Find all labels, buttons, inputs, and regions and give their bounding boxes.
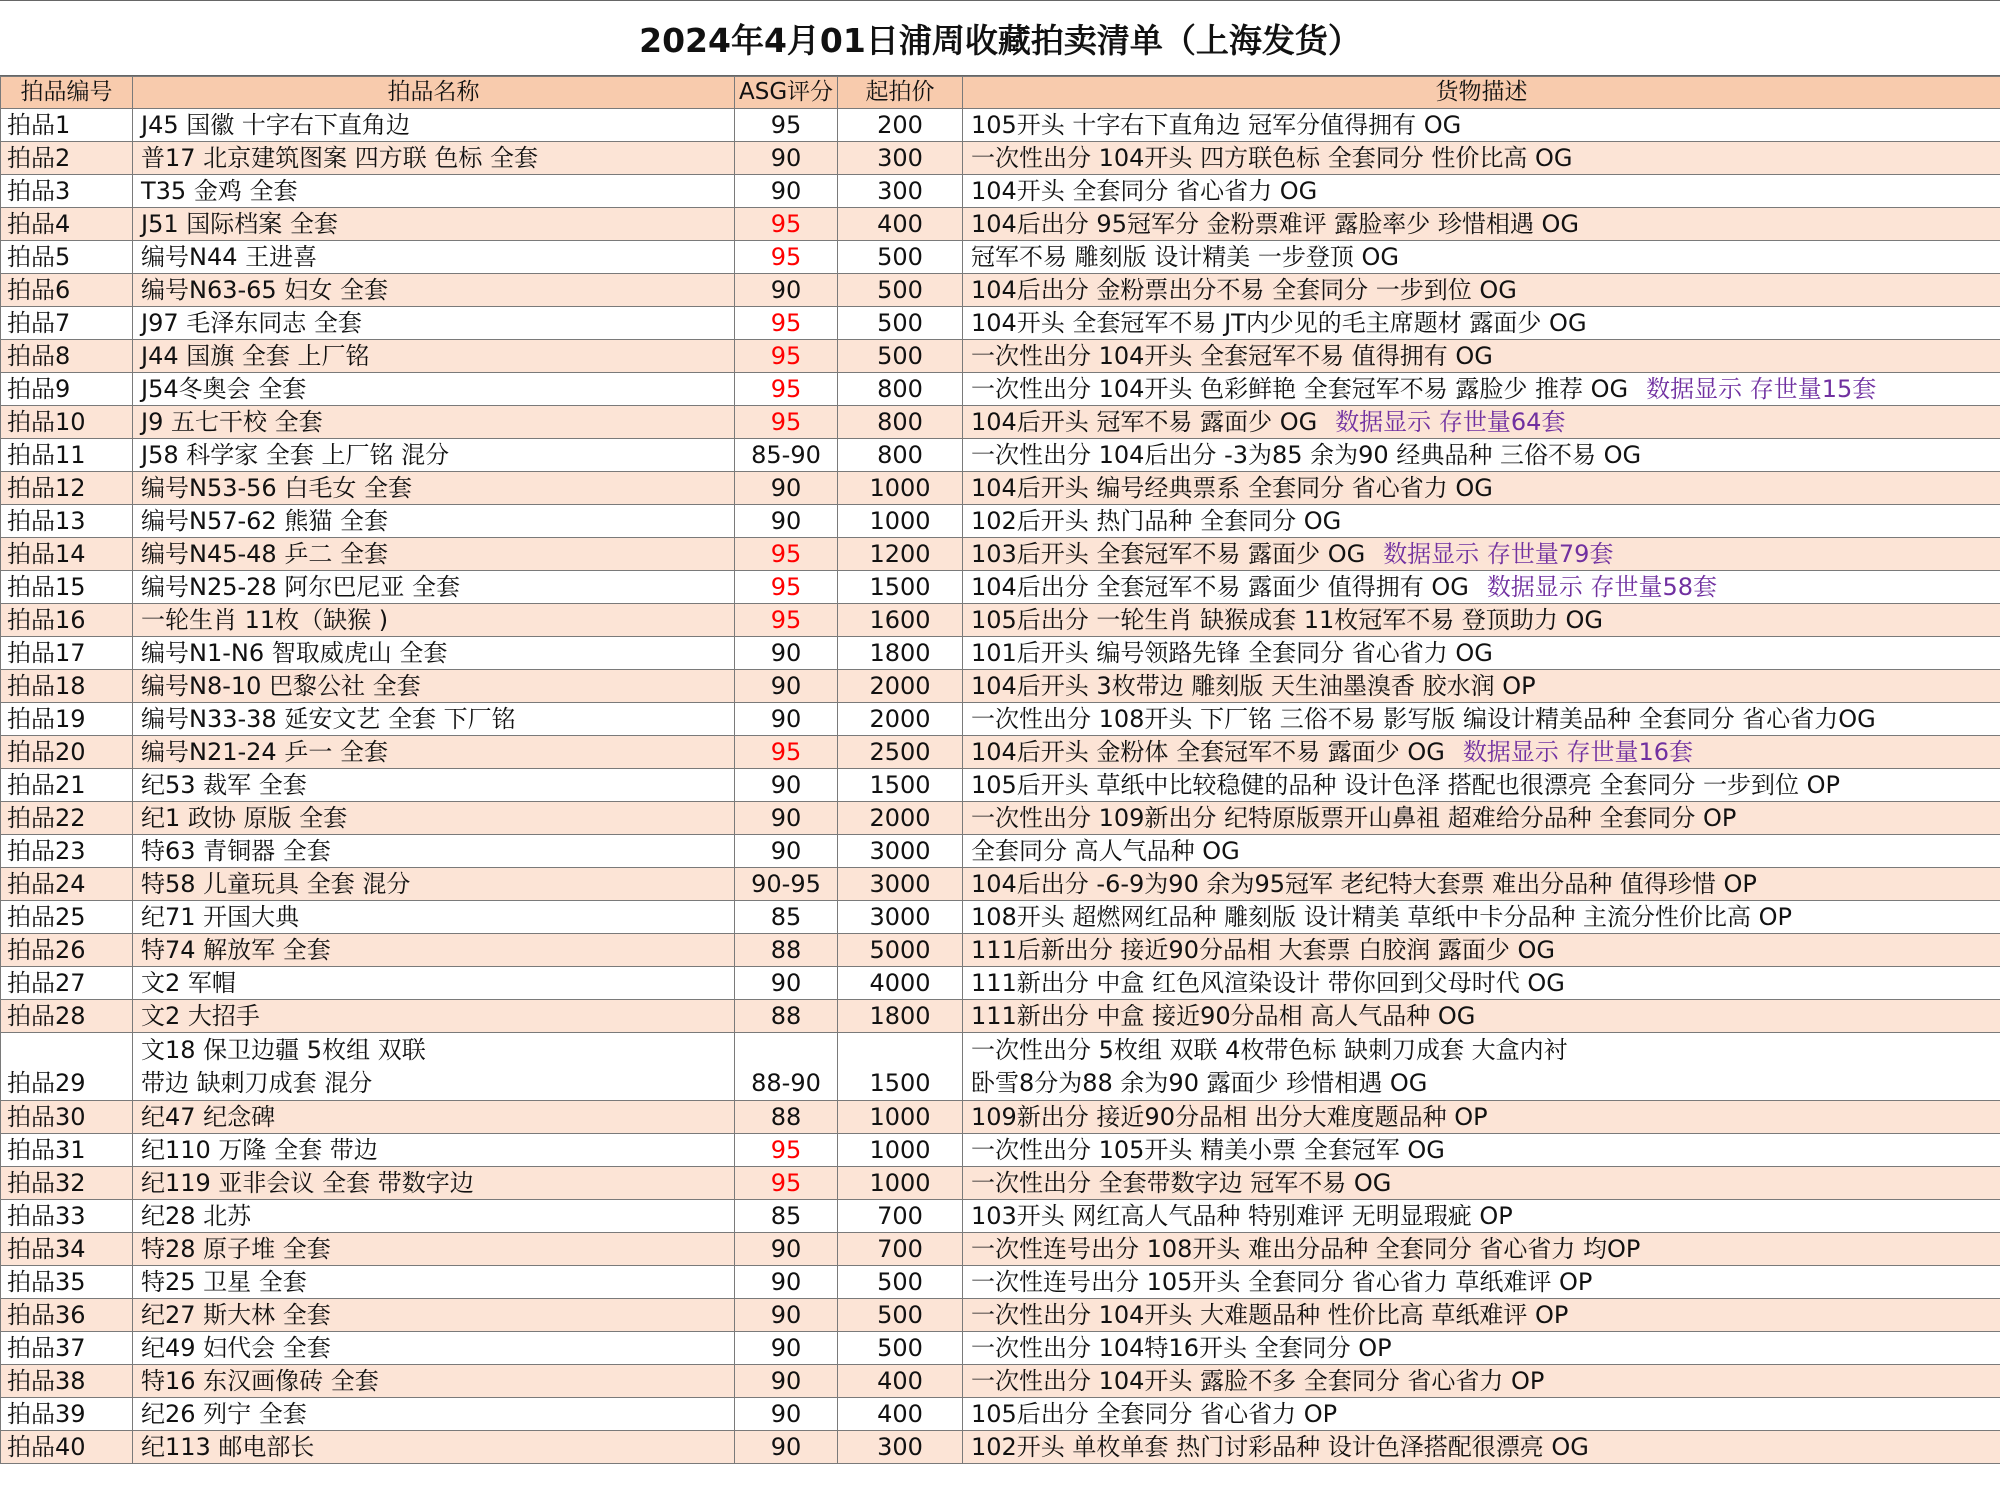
- description-text: 一次性出分 105开头 精美小票 全套冠军 OG: [971, 1135, 1445, 1164]
- lot-number-cell: 拍品2: [1, 142, 133, 175]
- table-row: [1, 1332, 2000, 1365]
- lot-number-cell: 拍品13: [1, 505, 133, 538]
- lot-name-cell: 编号N21-24 乒一 全套: [133, 736, 735, 769]
- lot-name-cell: 纪28 北苏: [133, 1200, 735, 1233]
- start-price-cell: 2000: [838, 703, 963, 736]
- description-cell: [963, 604, 2000, 637]
- asg-score-cell: 90: [735, 142, 838, 175]
- description-cell: [963, 637, 2000, 670]
- start-price-cell: 1600: [838, 604, 963, 637]
- description-cell: [963, 1233, 2000, 1266]
- description-text: 一次性出分 全套带数字边 冠军不易 OG: [971, 1168, 1392, 1197]
- description-text: 111新出分 中盒 红色风渲染设计 带你回到父母时代 OG: [971, 968, 1565, 997]
- asg-score-cell: 85: [735, 901, 838, 934]
- description-text: 104后开头 金粉体 全套冠军不易 露面少 OG: [971, 737, 1445, 766]
- description-cell: [963, 406, 2000, 439]
- table-row: [1, 736, 2000, 769]
- table-row: [1, 637, 2000, 670]
- description-text: 103后开头 全套冠军不易 露面少 OG: [971, 539, 1366, 568]
- lot-name-cell: 编号N45-48 乒二 全套: [133, 538, 735, 571]
- lot-name-cell: 编号N1-N6 智取威虎山 全套: [133, 637, 735, 670]
- description-cell: [963, 1365, 2000, 1398]
- header-lot-name: 拍品名称: [133, 77, 735, 109]
- lot-number-cell: 拍品21: [1, 769, 133, 802]
- lot-name-cell: 文2 军帽: [133, 967, 735, 1000]
- description-text: 109新出分 接近90分品相 出分大难度题品种 OP: [971, 1102, 1488, 1131]
- stock-note: 数据显示 存世量15套: [1646, 374, 1877, 403]
- table-row: [1, 1167, 2000, 1200]
- lot-number-cell: 拍品34: [1, 1233, 133, 1266]
- asg-score-cell: 88-90: [735, 1033, 838, 1101]
- lot-number-cell: 拍品17: [1, 637, 133, 670]
- description-cell: [963, 571, 2000, 604]
- asg-score-cell: 95: [735, 340, 838, 373]
- asg-score-cell: 95: [735, 736, 838, 769]
- start-price-cell: 1000: [838, 505, 963, 538]
- start-price-cell: 800: [838, 439, 963, 472]
- auction-table: [0, 76, 2000, 1464]
- description-cell: [963, 703, 2000, 736]
- lot-name-cell: 纪26 列宁 全套: [133, 1398, 735, 1431]
- lot-number-cell: 拍品35: [1, 1266, 133, 1299]
- description-line: 一次性出分 5枚组 双联 4枚带色标 缺刺刀成套 大盒内衬: [971, 1035, 1568, 1064]
- lot-number-cell: 拍品36: [1, 1299, 133, 1332]
- description-cell: [963, 505, 2000, 538]
- lot-number-cell: 拍品33: [1, 1200, 133, 1233]
- lot-name-cell: 编号N33-38 延安文艺 全套 下厂铭: [133, 703, 735, 736]
- lot-number-cell: 拍品26: [1, 934, 133, 967]
- asg-score-cell: 95: [735, 604, 838, 637]
- table-row: [1, 1101, 2000, 1134]
- asg-score-cell: 95: [735, 1134, 838, 1167]
- start-price-cell: 800: [838, 373, 963, 406]
- description-text: 104后出分 95冠军分 金粉票难评 露脸率少 珍惜相遇 OG: [971, 209, 1579, 238]
- start-price-cell: 500: [838, 274, 963, 307]
- table-row: [1, 901, 2000, 934]
- description-text: 一次性出分 109新出分 纪特原版票开山鼻祖 超难给分品种 全套同分 OP: [971, 803, 1737, 832]
- header-description: 货物描述: [963, 77, 2000, 109]
- lot-name-cell: 特63 青铜器 全套: [133, 835, 735, 868]
- description-text: 全套同分 高人气品种 OG: [971, 836, 1240, 865]
- description-text: 104开头 全套同分 省心省力 OG: [971, 176, 1318, 205]
- table-row: [1, 274, 2000, 307]
- asg-score-cell: 95: [735, 1167, 838, 1200]
- table-row: [1, 1431, 2000, 1464]
- lot-name-cell: J45 国徽 十字右下直角边: [133, 109, 735, 142]
- lot-number-cell: 拍品20: [1, 736, 133, 769]
- table-row: [1, 868, 2000, 901]
- lot-number-cell: 拍品3: [1, 175, 133, 208]
- lot-name-cell: T35 金鸡 全套: [133, 175, 735, 208]
- table-row: [1, 835, 2000, 868]
- table-row: [1, 1266, 2000, 1299]
- asg-score-cell: 85-90: [735, 439, 838, 472]
- table-row: [1, 340, 2000, 373]
- description-text: 111新出分 中盒 接近90分品相 高人气品种 OG: [971, 1001, 1476, 1030]
- description-cell: [963, 340, 2000, 373]
- start-price-cell: 2000: [838, 670, 963, 703]
- start-price-cell: 3000: [838, 901, 963, 934]
- asg-score-cell: 90: [735, 1365, 838, 1398]
- lot-name-cell: 纪47 纪念碑: [133, 1101, 735, 1134]
- start-price-cell: 1200: [838, 538, 963, 571]
- start-price-cell: 300: [838, 142, 963, 175]
- lot-name-cell: J51 国际档案 全套: [133, 208, 735, 241]
- table-row: [1, 769, 2000, 802]
- lot-number-cell: 拍品18: [1, 670, 133, 703]
- lot-number-cell: 拍品19: [1, 703, 133, 736]
- start-price-cell: 1500: [838, 769, 963, 802]
- lot-number-cell: 拍品8: [1, 340, 133, 373]
- lot-number-cell: 拍品11: [1, 439, 133, 472]
- table-row: [1, 1200, 2000, 1233]
- lot-name-cell: 特25 卫星 全套: [133, 1266, 735, 1299]
- description-cell: [963, 802, 2000, 835]
- start-price-cell: 400: [838, 1398, 963, 1431]
- lot-number-cell: 拍品31: [1, 1134, 133, 1167]
- lot-name-cell: 特74 解放军 全套: [133, 934, 735, 967]
- description-cell: [963, 472, 2000, 505]
- description-text: 冠军不易 雕刻版 设计精美 一步登顶 OG: [971, 242, 1400, 271]
- asg-score-cell: 90: [735, 1299, 838, 1332]
- description-cell: [963, 1200, 2000, 1233]
- description-cell: [963, 835, 2000, 868]
- table-row: [1, 241, 2000, 274]
- lot-name-cell: 纪110 万隆 全套 带边: [133, 1134, 735, 1167]
- asg-score-cell: 88: [735, 934, 838, 967]
- table-row: [1, 439, 2000, 472]
- description-cell: [963, 1101, 2000, 1134]
- lot-number-cell: 拍品22: [1, 802, 133, 835]
- asg-score-cell: 88: [735, 1000, 838, 1033]
- table-row: [1, 406, 2000, 439]
- stock-note: 数据显示 存世量64套: [1335, 407, 1566, 436]
- asg-score-cell: 90: [735, 1332, 838, 1365]
- description-text: 108开头 超燃网红品种 雕刻版 设计精美 草纸中卡分品种 主流分性价比高 OP: [971, 902, 1792, 931]
- description-cell: [963, 1167, 2000, 1200]
- start-price-cell: 500: [838, 241, 963, 274]
- table-row: [1, 1134, 2000, 1167]
- asg-score-cell: 90: [735, 670, 838, 703]
- table-row: [1, 472, 2000, 505]
- table-row: [1, 307, 2000, 340]
- description-text: 一次性连号出分 108开头 难出分品种 全套同分 省心省力 均OP: [971, 1234, 1641, 1263]
- description-text: 一次性连号出分 105开头 全套同分 省心省力 草纸难评 OP: [971, 1267, 1593, 1296]
- description-cell: [963, 241, 2000, 274]
- lot-number-cell: 拍品32: [1, 1167, 133, 1200]
- lot-name-cell: 普17 北京建筑图案 四方联 色标 全套: [133, 142, 735, 175]
- lot-name-cell: 纪27 斯大林 全套: [133, 1299, 735, 1332]
- start-price-cell: 1000: [838, 1134, 963, 1167]
- description-cell: [963, 1033, 2000, 1101]
- lot-number-cell: 拍品27: [1, 967, 133, 1000]
- asg-score-cell: 90: [735, 835, 838, 868]
- description-cell: [963, 967, 2000, 1000]
- lot-name-cell: 文2 大招手: [133, 1000, 735, 1033]
- start-price-cell: 700: [838, 1233, 963, 1266]
- description-text: 105后出分 一轮生肖 缺猴成套 11枚冠军不易 登顶助力 OG: [971, 605, 1603, 634]
- start-price-cell: 700: [838, 1200, 963, 1233]
- table-row: [1, 109, 2000, 142]
- description-cell: [963, 307, 2000, 340]
- start-price-cell: 3000: [838, 868, 963, 901]
- asg-score-cell: 85: [735, 1200, 838, 1233]
- table-row: [1, 1299, 2000, 1332]
- lot-number-cell: 拍品16: [1, 604, 133, 637]
- asg-score-cell: 95: [735, 571, 838, 604]
- description-line: 卧雪8分为88 余为90 露面少 珍惜相遇 OG: [971, 1068, 1428, 1097]
- start-price-cell: 5000: [838, 934, 963, 967]
- lot-name-cell: 纪49 妇代会 全套: [133, 1332, 735, 1365]
- lot-name-cell: 纪119 亚非会议 全套 带数字边: [133, 1167, 735, 1200]
- description-text: 104开头 全套冠军不易 JT内少见的毛主席题材 露面少 OG: [971, 308, 1587, 337]
- description-cell: [963, 1134, 2000, 1167]
- table-row: [1, 802, 2000, 835]
- description-cell: [963, 208, 2000, 241]
- start-price-cell: 500: [838, 307, 963, 340]
- start-price-cell: 800: [838, 406, 963, 439]
- table-row: [1, 670, 2000, 703]
- start-price-cell: 1800: [838, 1000, 963, 1033]
- lot-number-cell: 拍品14: [1, 538, 133, 571]
- table-row: [1, 175, 2000, 208]
- start-price-cell: 2500: [838, 736, 963, 769]
- description-text: 102开头 单枚单套 热门讨彩品种 设计色泽搭配很漂亮 OG: [971, 1432, 1589, 1461]
- start-price-cell: 400: [838, 1365, 963, 1398]
- description-cell: [963, 1266, 2000, 1299]
- description-text: 一次性出分 108开头 下厂铭 三俗不易 影写版 编设计精美品种 全套同分 省心省力OG: [971, 704, 1876, 733]
- lot-name-cell: J9 五七干校 全套: [133, 406, 735, 439]
- start-price-cell: 1800: [838, 637, 963, 670]
- stock-note: 数据显示 存世量79套: [1383, 539, 1614, 568]
- start-price-cell: 500: [838, 1299, 963, 1332]
- description-cell: [963, 1332, 2000, 1365]
- lot-name-cell: 编号N63-65 妇女 全套: [133, 274, 735, 307]
- lot-name-cell: J44 国旗 全套 上厂铭: [133, 340, 735, 373]
- lot-name-cell: 编号N44 王进喜: [133, 241, 735, 274]
- description-cell: [963, 274, 2000, 307]
- lot-name-line: 带边 缺刺刀成套 混分: [141, 1068, 373, 1097]
- lot-name-cell: [133, 1033, 735, 1101]
- lot-number-cell: 拍品23: [1, 835, 133, 868]
- asg-score-cell: 95: [735, 406, 838, 439]
- asg-score-cell: 95: [735, 109, 838, 142]
- header-row: [1, 77, 2000, 109]
- lot-number-cell: 拍品25: [1, 901, 133, 934]
- lot-name-cell: 特58 儿童玩具 全套 混分: [133, 868, 735, 901]
- lot-number-cell: 拍品12: [1, 472, 133, 505]
- lot-name-cell: 纪1 政协 原版 全套: [133, 802, 735, 835]
- description-cell: [963, 736, 2000, 769]
- description-cell: [963, 901, 2000, 934]
- lot-name-cell: 特16 东汉画像砖 全套: [133, 1365, 735, 1398]
- start-price-cell: 1500: [838, 1033, 963, 1101]
- description-cell: [963, 175, 2000, 208]
- table-row: [1, 208, 2000, 241]
- start-price-cell: 2000: [838, 802, 963, 835]
- start-price-cell: 500: [838, 340, 963, 373]
- table-row: [1, 1365, 2000, 1398]
- asg-score-cell: 90: [735, 175, 838, 208]
- lot-number-cell: 拍品37: [1, 1332, 133, 1365]
- table-row: [1, 934, 2000, 967]
- table-row: [1, 1000, 2000, 1033]
- description-cell: [963, 670, 2000, 703]
- start-price-cell: 400: [838, 208, 963, 241]
- description-text: 104后出分 金粉票出分不易 全套同分 一步到位 OG: [971, 275, 1517, 304]
- description-cell: [963, 538, 2000, 571]
- table-row: [1, 1233, 2000, 1266]
- table-row: [1, 571, 2000, 604]
- asg-score-cell: 90: [735, 1233, 838, 1266]
- asg-score-cell: 90: [735, 1398, 838, 1431]
- asg-score-cell: 90-95: [735, 868, 838, 901]
- description-text: 104后开头 编号经典票系 全套同分 省心省力 OG: [971, 473, 1493, 502]
- lot-number-cell: 拍品10: [1, 406, 133, 439]
- lot-number-cell: 拍品1: [1, 109, 133, 142]
- lot-name-cell: 纪53 裁军 全套: [133, 769, 735, 802]
- description-text: 105后出分 全套同分 省心省力 OP: [971, 1399, 1338, 1428]
- description-text: 105后开头 草纸中比较稳健的品种 设计色泽 搭配也很漂亮 全套同分 一步到位 OP: [971, 770, 1840, 799]
- lot-name-cell: J54冬奥会 全套: [133, 373, 735, 406]
- header-start-price: 起拍价: [838, 77, 963, 109]
- description-cell: [963, 439, 2000, 472]
- lot-number-cell: 拍品24: [1, 868, 133, 901]
- start-price-cell: 1000: [838, 1101, 963, 1134]
- table-row: [1, 505, 2000, 538]
- lot-number-cell: 拍品38: [1, 1365, 133, 1398]
- table-row: [1, 967, 2000, 1000]
- description-text: 一次性出分 104开头 全套冠军不易 值得拥有 OG: [971, 341, 1493, 370]
- lot-number-cell: 拍品7: [1, 307, 133, 340]
- table-row: [1, 142, 2000, 175]
- description-cell: [963, 1000, 2000, 1033]
- asg-score-cell: 90: [735, 1266, 838, 1299]
- description-text: 104后出分 -6-9为90 余为95冠军 老纪特大套票 难出分品种 值得珍惜 OP: [971, 869, 1757, 898]
- description-text: 一次性出分 104开头 露脸不多 全套同分 省心省力 OP: [971, 1366, 1545, 1395]
- lot-name-cell: 编号N57-62 熊猫 全套: [133, 505, 735, 538]
- description-text: 102后开头 热门品种 全套同分 OG: [971, 506, 1342, 535]
- lot-name-cell: 编号N25-28 阿尔巴尼亚 全套: [133, 571, 735, 604]
- start-price-cell: 3000: [838, 835, 963, 868]
- lot-name-cell: 纪113 邮电部长: [133, 1431, 735, 1464]
- lot-number-cell: 拍品15: [1, 571, 133, 604]
- asg-score-cell: 90: [735, 505, 838, 538]
- start-price-cell: 300: [838, 1431, 963, 1464]
- asg-score-cell: 90: [735, 472, 838, 505]
- asg-score-cell: 90: [735, 1431, 838, 1464]
- start-price-cell: 500: [838, 1332, 963, 1365]
- description-cell: [963, 142, 2000, 175]
- description-text: 一次性出分 104特16开头 全套同分 OP: [971, 1333, 1392, 1362]
- stock-note: 数据显示 存世量16套: [1462, 737, 1693, 766]
- start-price-cell: 1500: [838, 571, 963, 604]
- table-row: [1, 1398, 2000, 1431]
- asg-score-cell: 90: [735, 802, 838, 835]
- header-asg-score: ASG评分: [735, 77, 838, 109]
- description-cell: [963, 769, 2000, 802]
- lot-number-cell: 拍品4: [1, 208, 133, 241]
- asg-score-cell: 95: [735, 373, 838, 406]
- start-price-cell: 1000: [838, 472, 963, 505]
- description-text: 一次性出分 104开头 四方联色标 全套同分 性价比高 OG: [971, 143, 1573, 172]
- description-text: 103开头 网红高人气品种 特别难评 无明显瑕疵 OP: [971, 1201, 1513, 1230]
- description-cell: [963, 1299, 2000, 1332]
- asg-score-cell: 95: [735, 208, 838, 241]
- description-text: 104后出分 全套冠军不易 露面少 值得拥有 OG: [971, 572, 1469, 601]
- table-row: [1, 604, 2000, 637]
- description-cell: [963, 934, 2000, 967]
- asg-score-cell: 88: [735, 1101, 838, 1134]
- lot-name-cell: 编号N53-56 白毛女 全套: [133, 472, 735, 505]
- lot-number-cell: 拍品6: [1, 274, 133, 307]
- asg-score-cell: 95: [735, 538, 838, 571]
- table-row: [1, 538, 2000, 571]
- table-row: [1, 1033, 2000, 1101]
- table-row: [1, 703, 2000, 736]
- description-cell: [963, 868, 2000, 901]
- header-lot-number: 拍品编号: [1, 77, 133, 109]
- asg-score-cell: 90: [735, 637, 838, 670]
- lot-number-cell: 拍品39: [1, 1398, 133, 1431]
- description-text: 一次性出分 104开头 色彩鲜艳 全套冠军不易 露脸少 推荐 OG: [971, 374, 1629, 403]
- start-price-cell: 500: [838, 1266, 963, 1299]
- lot-name-cell: J58 科学家 全套 上厂铭 混分: [133, 439, 735, 472]
- start-price-cell: 4000: [838, 967, 963, 1000]
- lot-name-line: 文18 保卫边疆 5枚组 双联: [141, 1035, 426, 1064]
- asg-score-cell: 90: [735, 967, 838, 1000]
- stock-note: 数据显示 存世量58套: [1486, 572, 1717, 601]
- asg-score-cell: 95: [735, 307, 838, 340]
- lot-name-cell: 纪71 开国大典: [133, 901, 735, 934]
- description-text: 一次性出分 104开头 大难题品种 性价比高 草纸难评 OP: [971, 1300, 1569, 1329]
- start-price-cell: 200: [838, 109, 963, 142]
- description-text: 104后开头 冠军不易 露面少 OG: [971, 407, 1318, 436]
- asg-score-cell: 95: [735, 241, 838, 274]
- lot-name-cell: J97 毛泽东同志 全套: [133, 307, 735, 340]
- lot-number-cell: 拍品5: [1, 241, 133, 274]
- description-cell: [963, 373, 2000, 406]
- asg-score-cell: 90: [735, 769, 838, 802]
- lot-name-cell: 特28 原子堆 全套: [133, 1233, 735, 1266]
- description-cell: [963, 1431, 2000, 1464]
- page-title: 2024年4月01日浦周收藏拍卖清单（上海发货）: [0, 0, 2000, 76]
- description-text: 一次性出分 104后出分 -3为85 余为90 经典品种 三俗不易 OG: [971, 440, 1642, 469]
- description-text: 105开头 十字右下直角边 冠军分值得拥有 OG: [971, 110, 1462, 139]
- lot-number-cell: 拍品40: [1, 1431, 133, 1464]
- lot-number-cell: 拍品28: [1, 1000, 133, 1033]
- description-cell: [963, 109, 2000, 142]
- table-row: [1, 373, 2000, 406]
- lot-number-cell: 拍品9: [1, 373, 133, 406]
- start-price-cell: 300: [838, 175, 963, 208]
- description-text: 104后开头 3枚带边 雕刻版 天生油墨溴香 胶水润 OP: [971, 671, 1536, 700]
- description-cell: [963, 1398, 2000, 1431]
- lot-name-cell: 一轮生肖 11枚（缺猴 ): [133, 604, 735, 637]
- description-text: 101后开头 编号领路先锋 全套同分 省心省力 OG: [971, 638, 1493, 667]
- asg-score-cell: 90: [735, 703, 838, 736]
- lot-number-cell: 拍品30: [1, 1101, 133, 1134]
- lot-number-cell: 拍品29: [1, 1033, 133, 1101]
- start-price-cell: 1000: [838, 1167, 963, 1200]
- description-text: 111后新出分 接近90分品相 大套票 白胶润 露面少 OG: [971, 935, 1555, 964]
- lot-name-cell: 编号N8-10 巴黎公社 全套: [133, 670, 735, 703]
- asg-score-cell: 90: [735, 274, 838, 307]
